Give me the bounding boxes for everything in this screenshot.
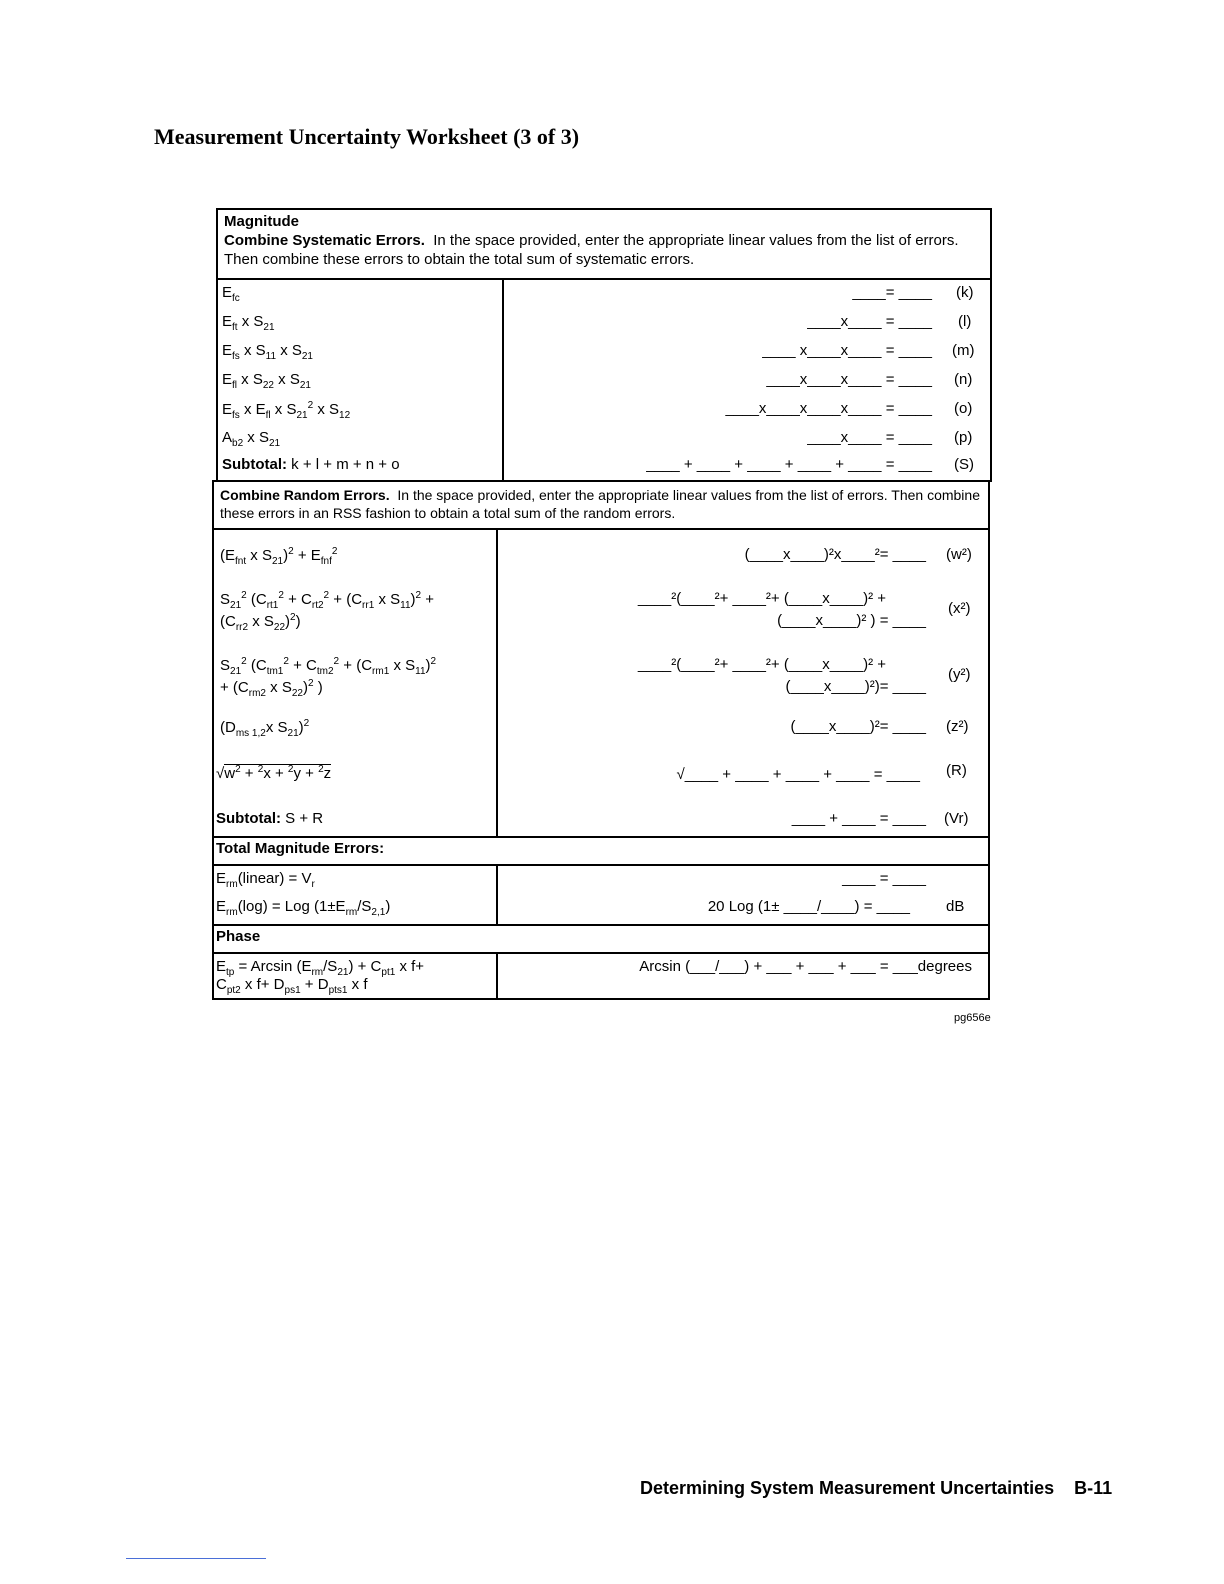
formula-y-line1: ____²(____²+ ____²+ (____x____)² + xyxy=(637,656,886,673)
term-y-line1: $S_{21}^2$ ($C_{tm1}^2 + C_{tm2}^2 + (C_{rm1}$ x $S_{11})^2$ xyxy=(220,656,437,677)
term-z: ($D_{ms 1,2}x$ $S_{21})^2$ xyxy=(220,718,310,739)
page-title: Measurement Uncertainty Worksheet (3 of 3) xyxy=(154,124,580,149)
tag-x: (x²) xyxy=(948,600,971,617)
total-title: Total Magnitude Errors: xyxy=(216,840,385,857)
formula-z: (____x____)²= ____ xyxy=(790,718,926,735)
tag-n: (n) xyxy=(954,371,973,388)
term-efc: $E_{fc}$ xyxy=(222,284,240,304)
systematic-instructions xyxy=(224,231,984,269)
magnitude-header xyxy=(218,210,990,271)
formula-vr: ____ + ____ = ____ xyxy=(791,810,926,827)
formula-m: ____ x____x____ = ____ xyxy=(762,342,932,359)
tag-r: (R) xyxy=(946,762,967,779)
formula-o: ____x____x____x____ = ____ xyxy=(725,400,932,417)
term-etp-line2: $C_{pt2}$ x $f+ D_{ps1} + D_{pts1}$ x f xyxy=(216,976,368,996)
tag-w: (w²) xyxy=(946,546,972,563)
systematic-text: In the space provided, enter the appropriate linear values from the list of errors. Then combine these errors to obtain the total sum of systematic errors. xyxy=(224,232,959,268)
formula-erm-linear: ____ = ____ xyxy=(842,870,926,887)
tag-vr: (Vr) xyxy=(944,810,969,827)
formula-s: ____ + ____ + ____ + ____ + ____ = ____ xyxy=(646,456,932,473)
footnote-rule xyxy=(126,1558,266,1559)
tag-k: (k) xyxy=(956,284,974,301)
tag-p: (p) xyxy=(954,429,973,446)
tag-y: (y²) xyxy=(948,666,971,683)
term-y-line2: + ($C_{rm2}$ x $S_{22})^2$ ) xyxy=(220,678,323,699)
figure-id: pg656e xyxy=(954,1012,991,1024)
term-x-line2: ($C_{rr2}$ x $S_{22})^2$) xyxy=(220,612,301,633)
formula-n: ____x____x____ = ____ xyxy=(766,371,932,388)
random-title: Combine Random Errors. xyxy=(220,487,390,503)
term-erm-log: $E_{rm}(\log)$ = Log $(1\pm E_{rm}/S_{2,1})$ xyxy=(216,898,391,918)
formula-r: √____ + ____ + ____ + ____ = ____ xyxy=(676,766,920,783)
formula-phase: Arcsin (___/___) + ___ + ___ + ___ = ___degrees xyxy=(639,958,972,975)
term-ab2: $A_{b2}$ x $S_{21}$ xyxy=(222,429,281,449)
tag-db: dB xyxy=(946,898,965,915)
tag-l: (l) xyxy=(958,313,972,330)
formula-x-line2: (____x____)² ) = ____ xyxy=(777,612,926,629)
formula-x-line1: ____²(____²+ ____²+ (____x____)² + xyxy=(637,590,886,607)
formula-y-line2: (____x____)²)= ____ xyxy=(785,678,926,695)
random-header xyxy=(214,484,992,524)
formula-k: ____= ____ xyxy=(852,284,932,301)
magnitude-heading: Magnitude xyxy=(224,213,299,230)
term-r: $√w^2 + ^2x + ^2y + ^2z$ xyxy=(216,764,332,782)
term-w: ($E_{fnt}$ x $S_{21})^2 + E_{fnf}^2$ xyxy=(220,546,338,567)
term-efl: $E_{fl}$ x $S_{22}$ x $S_{21}$ xyxy=(222,371,311,391)
random-text: In the space provided, enter the appropriate linear values from the list of errors. Then combine these errors in an RSS fashion to obtain a total sum of the random errors. xyxy=(220,487,980,521)
term-x-line1: $S_{21}^2$ ($C_{rt1}^2 + C_{rt2}^2 + (C_{rr1}$ x $S_{11})^2$ + xyxy=(220,590,435,611)
term-etp-line1: $E_{tp} = Arcsin$ $(E_{rm}/S_{21}) + C_{pt1}$ x f+ xyxy=(216,958,425,978)
formula-p: ____x____ = ____ xyxy=(807,429,932,446)
formula-erm-log: 20 Log (1± ____/____) = ____ xyxy=(707,898,910,915)
term-subtotal-s: Subtotal: k + l + m + n + o xyxy=(222,456,400,473)
tag-m: (m) xyxy=(952,342,975,359)
term-efs: $E_{fs}$ x $S_{11}$ x $S_{21}$ xyxy=(222,342,313,362)
systematic-title: Combine Systematic Errors. xyxy=(224,232,425,249)
formula-l: ____x____ = ____ xyxy=(807,313,932,330)
tag-s: (S) xyxy=(954,456,974,473)
formula-w: (____x____)²x____²= ____ xyxy=(744,546,926,563)
term-efs-efl: $E_{fs}$ x $E_{fl}$ x $S_{21}^2$ x $S_{12}$ xyxy=(222,400,351,421)
term-erm-linear: $E_{rm}(linear) = V_r$ xyxy=(216,870,315,890)
phase-heading: Phase xyxy=(216,928,261,945)
tag-o: (o) xyxy=(954,400,973,417)
page-footer: Determining System Measurement Uncertainties B-11 xyxy=(640,1478,1113,1498)
tag-z: (z²) xyxy=(946,718,969,735)
term-eft: $E_{ft}$ x $S_{21}$ xyxy=(222,313,275,333)
term-subtotal-vr: Subtotal: S + R xyxy=(216,810,324,827)
